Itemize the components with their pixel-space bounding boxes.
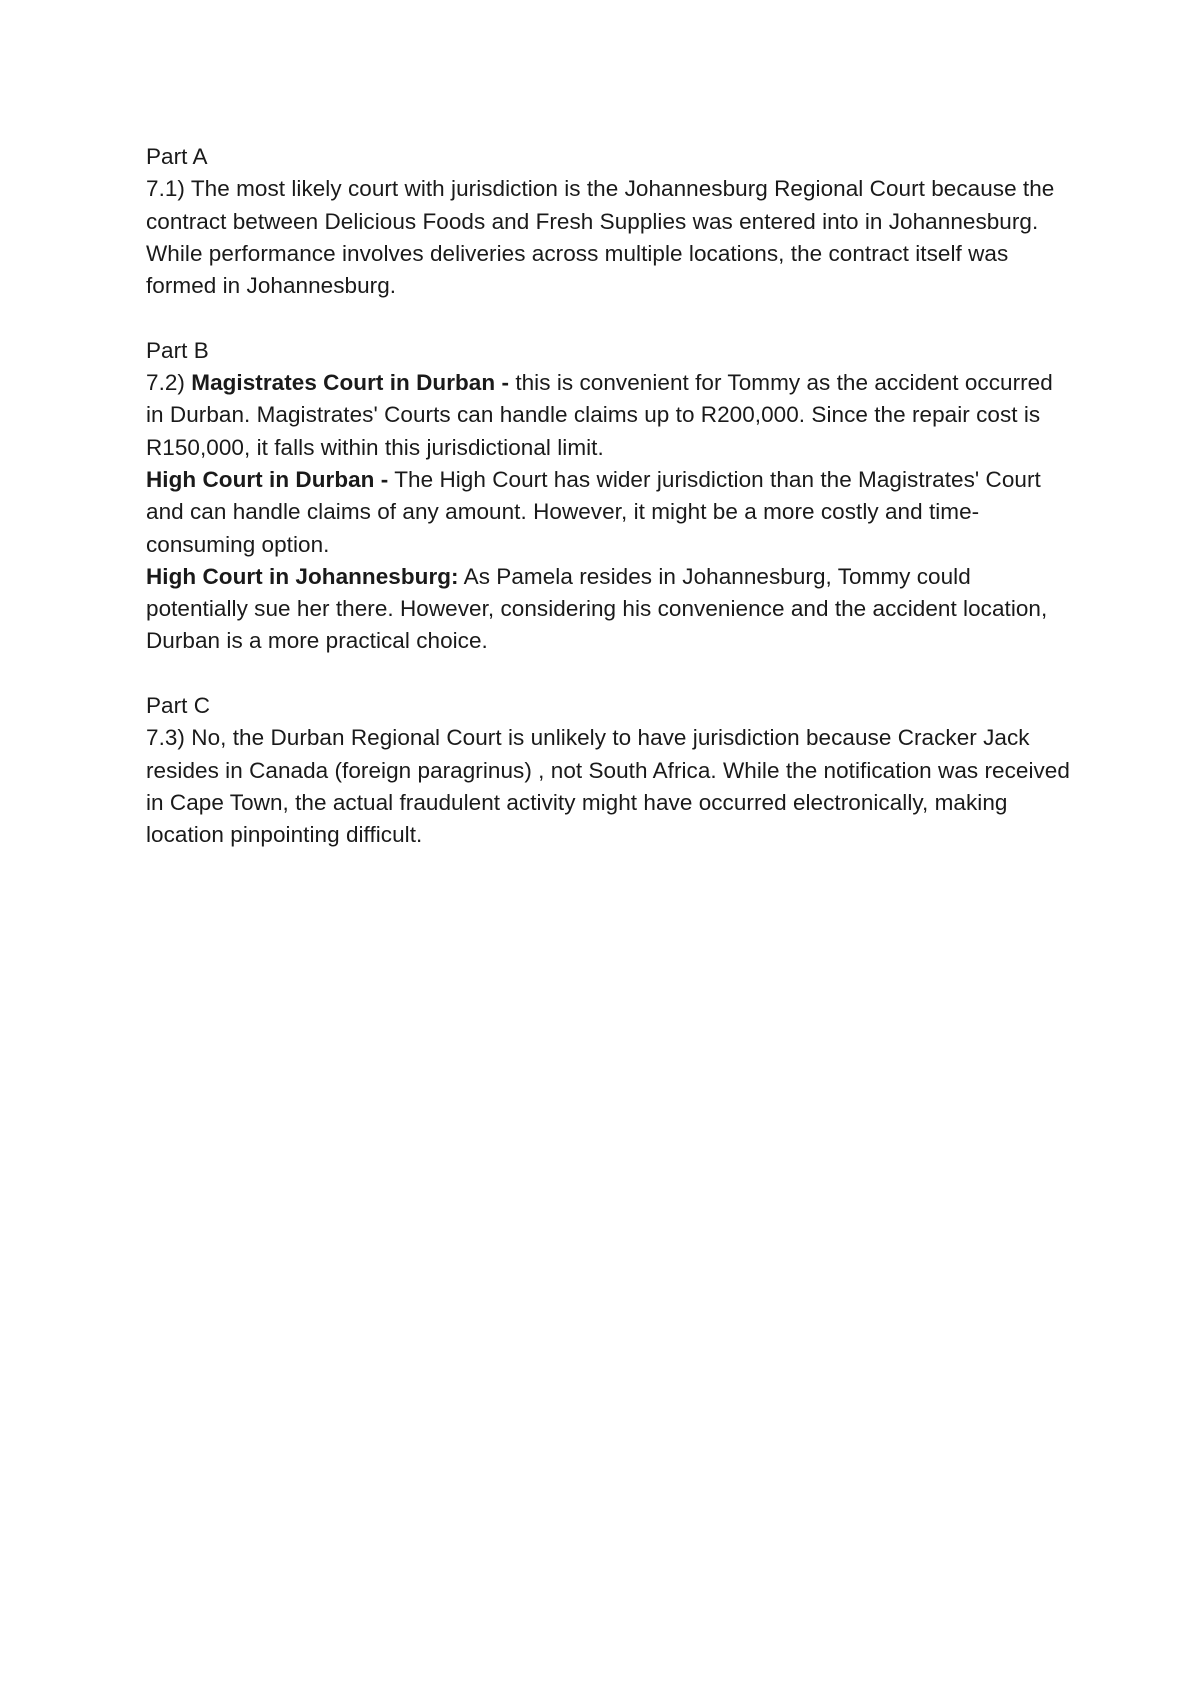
part-b-option-high-court-durban [146, 464, 1076, 561]
option-title-magistrates-durban: Magistrates Court in Durban - [191, 370, 510, 396]
option-text-high-court-johannesburg: As Pamela resides in Johannesburg, Tommy could potentially sue her there. However, considering his convenience and the accident location, Durban is a more practical choice. [146, 563, 1048, 654]
part-c-answer: 7.3) No, the Durban Regional Court is unlikely to have jurisdiction because Cracker Jack resides in Canada (foreign paragrinus) , not South Africa. While the notification was received in Cape Town, the actual fraudulent activity might have occurred electronically, making location pinpointing difficult. [146, 725, 1070, 848]
option-text-magistrates-durban: this is convenient for Tommy as the accident occurred in Durban. Magistrates' Courts can handle claims up to R200,000. Since the repair cost is R150,000, it falls within this jurisdictional limit. [146, 370, 1053, 460]
part-b-option-magistrates-durban [146, 367, 1076, 464]
part-b-heading: Part B [146, 337, 209, 363]
part-b-option-high-court-johannesburg [146, 561, 1076, 658]
document-page [146, 141, 1076, 852]
option-title-high-court-johannesburg: High Court in Johannesburg: [146, 563, 459, 589]
option-text-high-court-durban: The High Court has wider jurisdiction than the Magistrates' Court and can handle claims of any amount. However, it might be a more costly and time-consuming option. [146, 466, 1041, 557]
part-c-heading: Part C [146, 693, 211, 719]
part-c-section [146, 690, 1076, 851]
part-a-answer: 7.1) The most likely court with jurisdiction is the Johannesburg Regional Court because the contract between Delicious Foods and Fresh Supplies was entered into in Johannesburg. While performance involves deliveries across multiple locations, the contract itself was formed in Johannesburg. [146, 176, 1055, 299]
part-b-section [146, 335, 1076, 658]
part-a-section [146, 141, 1076, 302]
option-title-high-court-durban: High Court in Durban - [146, 466, 389, 492]
question-number-7-2: 7.2) [146, 370, 192, 396]
part-a-heading: Part A [146, 144, 208, 169]
